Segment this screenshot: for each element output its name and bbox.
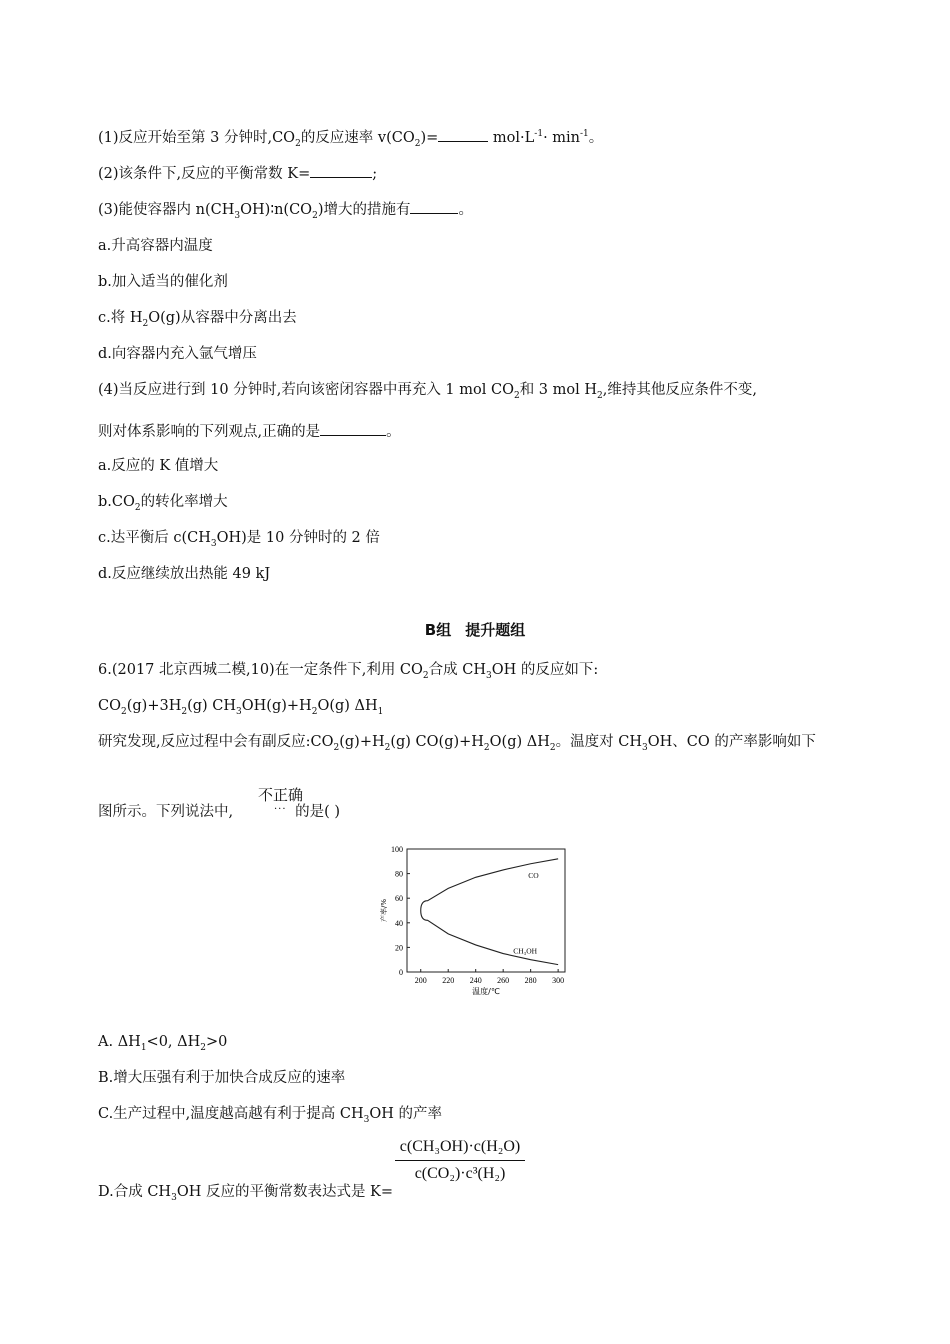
q5-p3-option-b: b.加入适当的催化剂 (98, 274, 228, 290)
q5-p4-option-b: $b.CO_2$的转化率增大 (98, 494, 228, 513)
q5-p3-option-d: d.向容器内充入氩气增压 (98, 346, 257, 362)
x-tick-label: 280 (524, 976, 537, 985)
q5-part1: (1)反应开始至第 3 分钟时$,CO_2$的反应速率 $v(CO_2)= mol\cdot L^{-1}\cdot \min^{-1}$。 (98, 129, 604, 149)
x-tick-label: 300 (552, 976, 565, 985)
fraction-denominator: c(CO₂)·c³(H₂) (414, 1165, 506, 1182)
q5-p4-option-c: c.达平衡后 $c(CH_3OH)$是 10 分钟时的 2 倍 (98, 530, 380, 549)
q6-emphasis-text: 不正确 (258, 786, 304, 804)
q6-figure-intro: 图所示。下列说法中, 的是( ) (98, 804, 341, 820)
y-tick-label: 80 (395, 869, 403, 879)
series-line-ch3oh (421, 911, 558, 965)
q5-p4-option-a: a.反应的 K 值增大 (98, 458, 219, 474)
x-tick-label: 220 (442, 976, 455, 985)
answer-blank[interactable] (320, 423, 386, 436)
y-axis-label: 产率/% (380, 898, 388, 923)
q6-intro: 6.(2017 北京西城二模,10)在一定条件下,利用 $CO_2$合成 $CH_3OH$ 的反应如下: (98, 662, 599, 681)
y-tick-label: 20 (395, 943, 403, 953)
equilibrium-expression (395, 1138, 525, 1183)
q5-part3: (3)能使容器内 $n(CH_3OH)∶n(CO_2)$增大的措施有 。 (98, 202, 473, 221)
y-tick-label: 100 (391, 845, 403, 854)
q6-option-b[interactable]: B.增大压强有利于加快合成反应的速率 (98, 1070, 346, 1086)
x-tick-label: 260 (497, 976, 510, 985)
x-axis-label: 温度/℃ (472, 987, 500, 996)
section-heading (0, 619, 950, 640)
q6-emphasis-dots: ··· (274, 804, 287, 815)
section-title: 提升题组 (465, 621, 526, 639)
q5-part2: (2)该条件下,反应的平衡常数 K= ; (98, 166, 378, 182)
q5-part4: (4)当反应进行到 10 分钟时,若向该密闭容器中再充入 1 mol $CO_2$和 3 mol $H_2$,维持其他反应条件不变, (98, 382, 757, 401)
plot-frame (407, 849, 565, 972)
q6-equation-1: $CO_2(g)+3H_2(g)$ $CH_3OH(g)+H_2O(g)$ $\Delta H_1$ (98, 698, 384, 717)
q6-option-c[interactable]: C.生产过程中,温度越高越有利于提高 $CH_3OH$ 的产率 (98, 1106, 443, 1125)
q6-side-reaction: 研究发现,反应过程中会有副反应$:CO_2(g)+H_2(g)$ $CO(g)+H_2O(g)$ $\Delta H_2$。温度对 $CH_3OH$、CO 的产率影响如下 (98, 734, 816, 753)
answer-blank[interactable] (410, 201, 458, 214)
q5-p3-option-c: c.将 $H_2O(g)$从容器中分离出去 (98, 310, 297, 329)
yield-temperature-chart (374, 842, 574, 1002)
q5-p4-option-d: d.反应继续放出热能 49 kJ (98, 566, 271, 582)
y-tick-label: 0 (399, 968, 403, 977)
series-label-co: CO (528, 870, 539, 880)
answer-blank[interactable] (438, 129, 488, 142)
q6-option-a[interactable]: A. $\Delta H_1<0$, $\Delta H_2>0$ (98, 1034, 228, 1053)
series-label-ch3oh: CH₃OH (513, 946, 538, 956)
answer-blank[interactable] (310, 165, 372, 178)
series-line-co (421, 859, 558, 911)
y-tick-label: 40 (395, 918, 403, 928)
q5-part4-line2: 则对体系影响的下列观点,正确的是 。 (98, 424, 401, 440)
y-tick-label: 60 (395, 894, 403, 904)
fraction-numerator: c(CH₃OH)·c(H₂O) (395, 1138, 525, 1161)
section-group: B组 (424, 621, 452, 639)
q5-p3-option-a: a.升高容器内温度 (98, 238, 213, 254)
x-tick-label: 240 (469, 976, 482, 985)
q6-option-d[interactable]: D.合成 $CH_3OH$ 反应的平衡常数表达式是 K= (98, 1184, 394, 1203)
x-tick-label: 200 (414, 976, 427, 985)
